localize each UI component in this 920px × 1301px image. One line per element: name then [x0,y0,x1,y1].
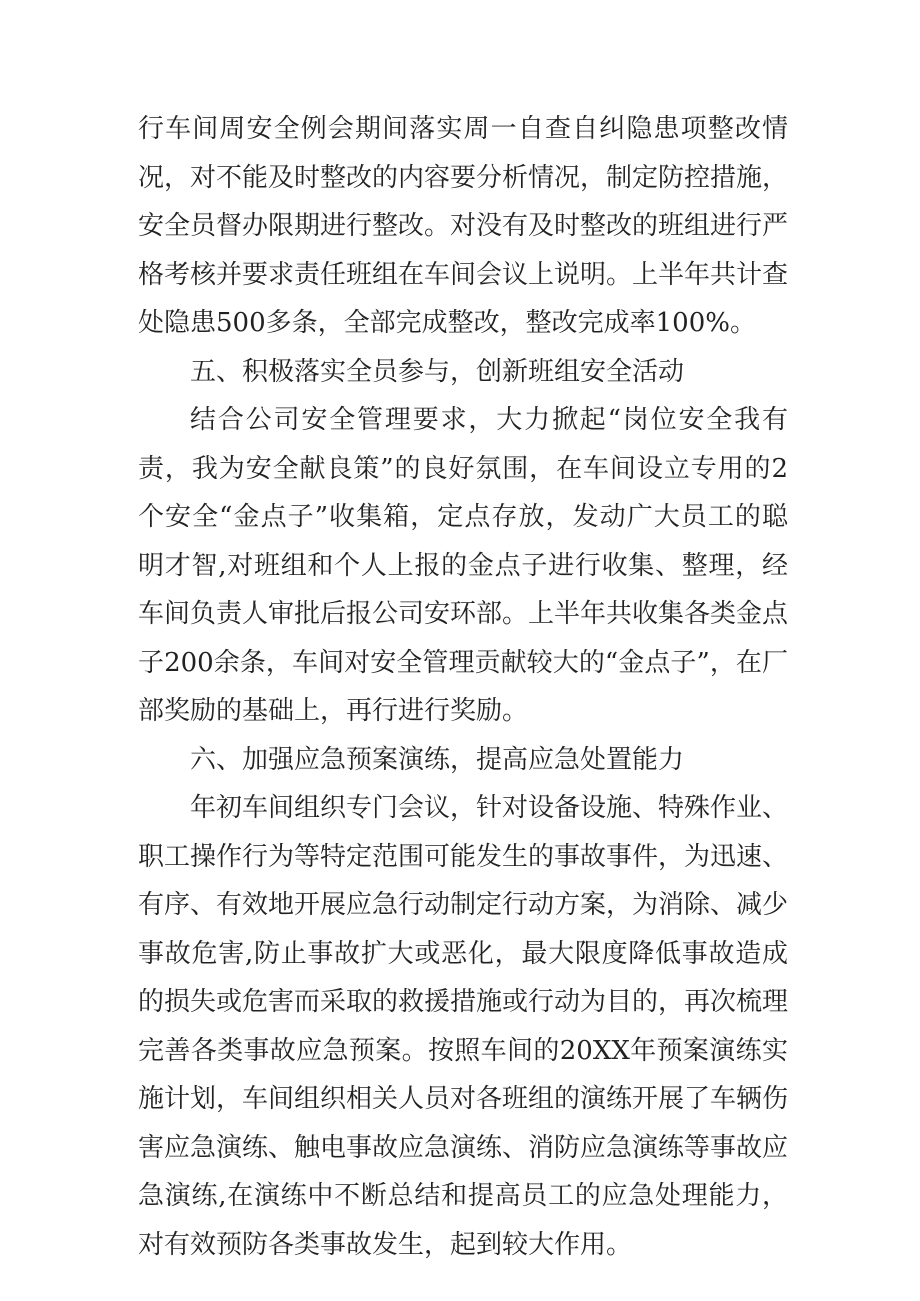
document-body [138,105,788,1269]
section-heading-five: 五、积极落实全员参与，创新班组安全活动 [190,356,685,387]
section-heading-six: 六、加强应急预案演练，提高应急处置能力 [190,744,685,775]
paragraph-hazard-rectification: 行车间周安全例会期间落实周一自查自纠隐患项整改情况，对不能及时整改的内容要分析情况，制定防控措施，安全员督办限期进行整改。对没有及时整改的班组进行严格考核并要求责任班组在车间会议上说明。上半年共计查处隐患500多条，全部完成整改，整改完成率100%。 [138,114,789,338]
paragraph-golden-ideas: 结合公司安全管理要求，大力掀起“岗位安全我有责，我为安全献良策”的良好氛围，在车间设立专用的2个安全“金点子”收集箱，定点存放，发动广大员工的聪明才智,对班组和个人上报的金点子进行收集、整理，经车间负责人审批后报公司安环部。上半年共收集各类金点子200余条，车间对安全管理贡献较大的“金点子”，在厂部奖励的基础上，再行进行奖励。 [138,405,789,726]
paragraph-emergency-drills: 年初车间组织专门会议，针对设备设施、特殊作业、职工操作行为等特定范围可能发生的事故事件，为迅速、有序、有效地开展应急行动制定行动方案，为消除、减少事故危害,防止事故扩大或恶化，最大限度降低事故造成的损失或危害而采取的救援措施或行动为目的，再次梳理完善各类事故应急预案。按照车间的20XX年预案演练实施计划，车间组织相关人员对各班组的演练开展了车辆伤害应急演练、触电事故应急演练、消防应急演练等事故应急演练,在演练中不断总结和提高员工的应急处理能力，对有效预防各类事故发生，起到较大作用。 [138,793,789,1260]
